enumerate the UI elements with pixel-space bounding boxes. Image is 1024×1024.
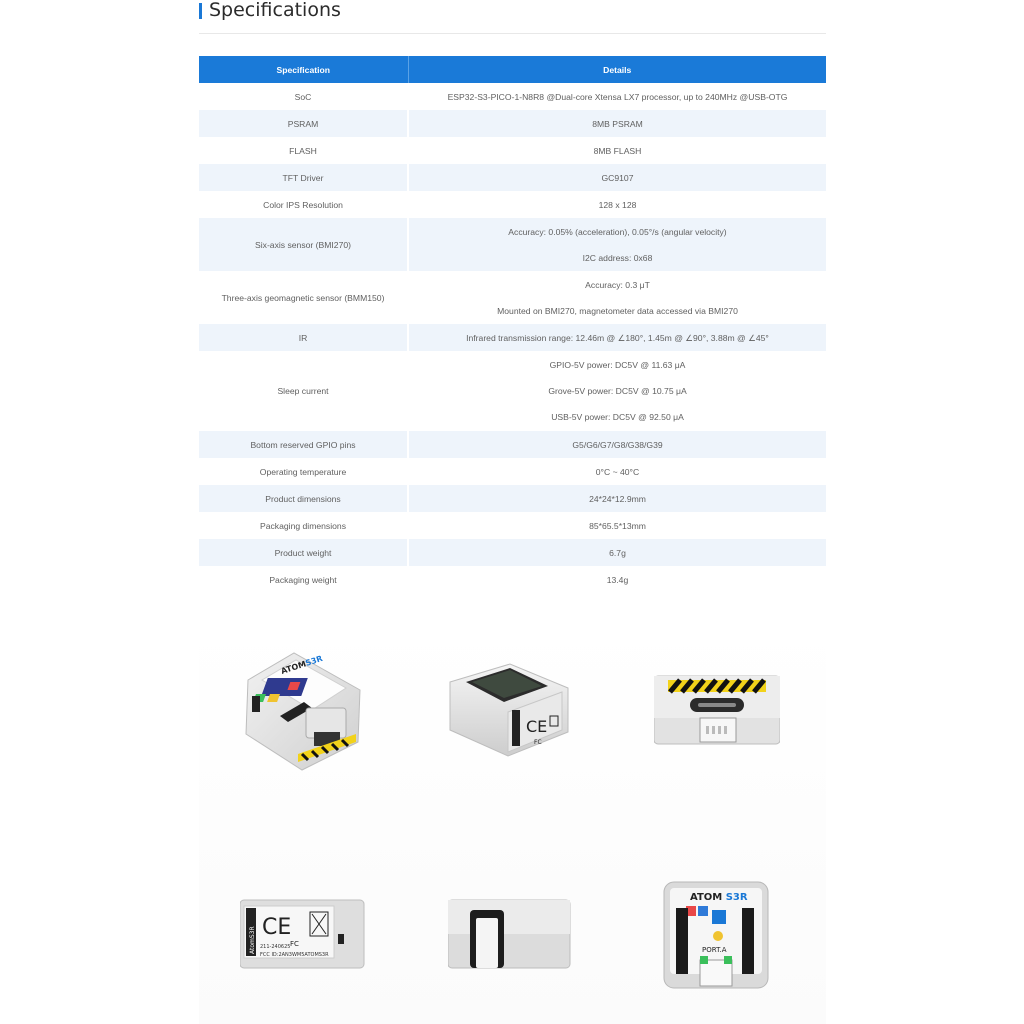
spec-detail-line: Mounted on BMI270, magnetometer data accessed via BMI270 (497, 305, 738, 316)
table-row (199, 271, 826, 324)
spec-details-cell (408, 218, 826, 271)
table-row (199, 485, 826, 512)
spec-detail-line: 128 x 128 (598, 199, 637, 210)
spec-detail-line: G5/G6/G7/G8/G38/G39 (572, 439, 663, 450)
spec-detail-line: Accuracy: 0.05% (acceleration), 0.05°/s (angular velocity) (508, 226, 727, 237)
brand-label-bottom: ATOM S3R (690, 892, 748, 903)
column-header-details: Details (408, 56, 826, 83)
spec-details-cell (408, 566, 826, 593)
spec-name-cell: FLASH (199, 137, 408, 164)
table-row (199, 351, 826, 431)
table-row (199, 458, 826, 485)
spec-details-cell (408, 431, 826, 458)
spec-name-cell: PSRAM (199, 110, 408, 137)
product-image-bottom (662, 880, 770, 990)
spec-name-cell: Operating temperature (199, 458, 408, 485)
table-row (199, 137, 826, 164)
spec-name-cell: TFT Driver (199, 164, 408, 191)
spec-name-cell: SoC (199, 83, 408, 110)
fc-mark: FC (534, 739, 542, 746)
table-row (199, 431, 826, 458)
spec-details-cell (408, 164, 826, 191)
heading-accent-bar (199, 3, 202, 19)
spec-detail-line: I2C address: 0x68 (582, 252, 653, 263)
product-image-screen-side (446, 662, 572, 758)
spec-details-cell (408, 512, 826, 539)
table-row (199, 539, 826, 566)
spec-detail-line: 24*24*12.9mm (589, 493, 646, 504)
spec-name-cell: Sleep current (199, 351, 408, 431)
spec-detail-line: 13.4g (606, 574, 629, 585)
spec-details-cell (408, 324, 826, 351)
ce-mark-large: CE (262, 915, 292, 940)
table-row (199, 566, 826, 593)
spec-details-cell (408, 539, 826, 566)
table-row (199, 164, 826, 191)
product-code: 211-240625 (260, 944, 291, 950)
spec-details-cell (408, 485, 826, 512)
spec-name-cell: Six-axis sensor (BMI270) (199, 218, 408, 271)
spec-name-cell: Three-axis geomagnetic sensor (BMM150) (199, 271, 408, 324)
spec-detail-line: GPIO-5V power: DC5V @ 11.63 μA (549, 360, 686, 370)
spec-detail-line: Grove-5V power: DC5V @ 10.75 μA (548, 386, 687, 396)
fc-mark-small: FC (290, 940, 299, 948)
product-image-angled-top (242, 650, 366, 772)
spec-detail-line: USB-5V power: DC5V @ 92.50 μA (551, 412, 684, 422)
table-row (199, 191, 826, 218)
model-label-vertical: AtomS3R (249, 926, 256, 954)
spec-details-cell (408, 271, 826, 324)
column-header-specification: Specification (199, 56, 408, 83)
table-row (199, 110, 826, 137)
spec-detail-line: 0°C ~ 40°C (595, 466, 640, 477)
spec-detail-line: Accuracy: 0.3 μT (585, 279, 650, 290)
spec-details-cell (408, 458, 826, 485)
spec-detail-line: Infrared transmission range: 12.46m @ ∠180°, 1.45m @ ∠90°, 3.88m @ ∠45° (466, 332, 769, 343)
specifications-table (199, 56, 826, 593)
spec-name-cell: Packaging weight (199, 566, 408, 593)
product-image-button-side (448, 898, 572, 970)
section-title: Specifications (209, 0, 341, 21)
spec-detail-line: 8MB PSRAM (592, 118, 643, 129)
product-image-usb-side (654, 674, 780, 746)
spec-name-cell: Packaging dimensions (199, 512, 408, 539)
spec-details-cell (408, 191, 826, 218)
ce-mark: CE (526, 717, 548, 736)
spec-details-cell (408, 351, 826, 431)
spec-detail-line: 85*65.5*13mm (589, 520, 646, 531)
spec-name-cell: Product dimensions (199, 485, 408, 512)
fcc-id: FCC ID:2AN3WM5ATOMS3R (260, 952, 329, 958)
spec-details-cell (408, 83, 826, 110)
spec-detail-line: ESP32-S3-PICO-1-N8R8 @Dual-core Xtensa LX7 processor, up to 240MHz @USB-OTG (447, 91, 788, 102)
table-row (199, 83, 826, 110)
product-image-label-side (240, 898, 366, 970)
brand-label: ATOMS3R (279, 653, 324, 676)
spec-details-cell (408, 110, 826, 137)
table-row (199, 512, 826, 539)
spec-name-cell: IR (199, 324, 408, 351)
table-row (199, 218, 826, 271)
table-row (199, 324, 826, 351)
spec-name-cell: Color IPS Resolution (199, 191, 408, 218)
section-heading (199, 0, 826, 34)
spec-detail-line: 6.7g (609, 547, 626, 558)
spec-detail-line: GC9107 (601, 172, 634, 183)
spec-details-cell (408, 137, 826, 164)
spec-name-cell: Product weight (199, 539, 408, 566)
spec-detail-line: 8MB FLASH (593, 145, 642, 156)
table-header-row (199, 56, 826, 83)
port-label: PORT.A (702, 946, 727, 954)
spec-name-cell: Bottom reserved GPIO pins (199, 431, 408, 458)
table-body (199, 83, 826, 593)
